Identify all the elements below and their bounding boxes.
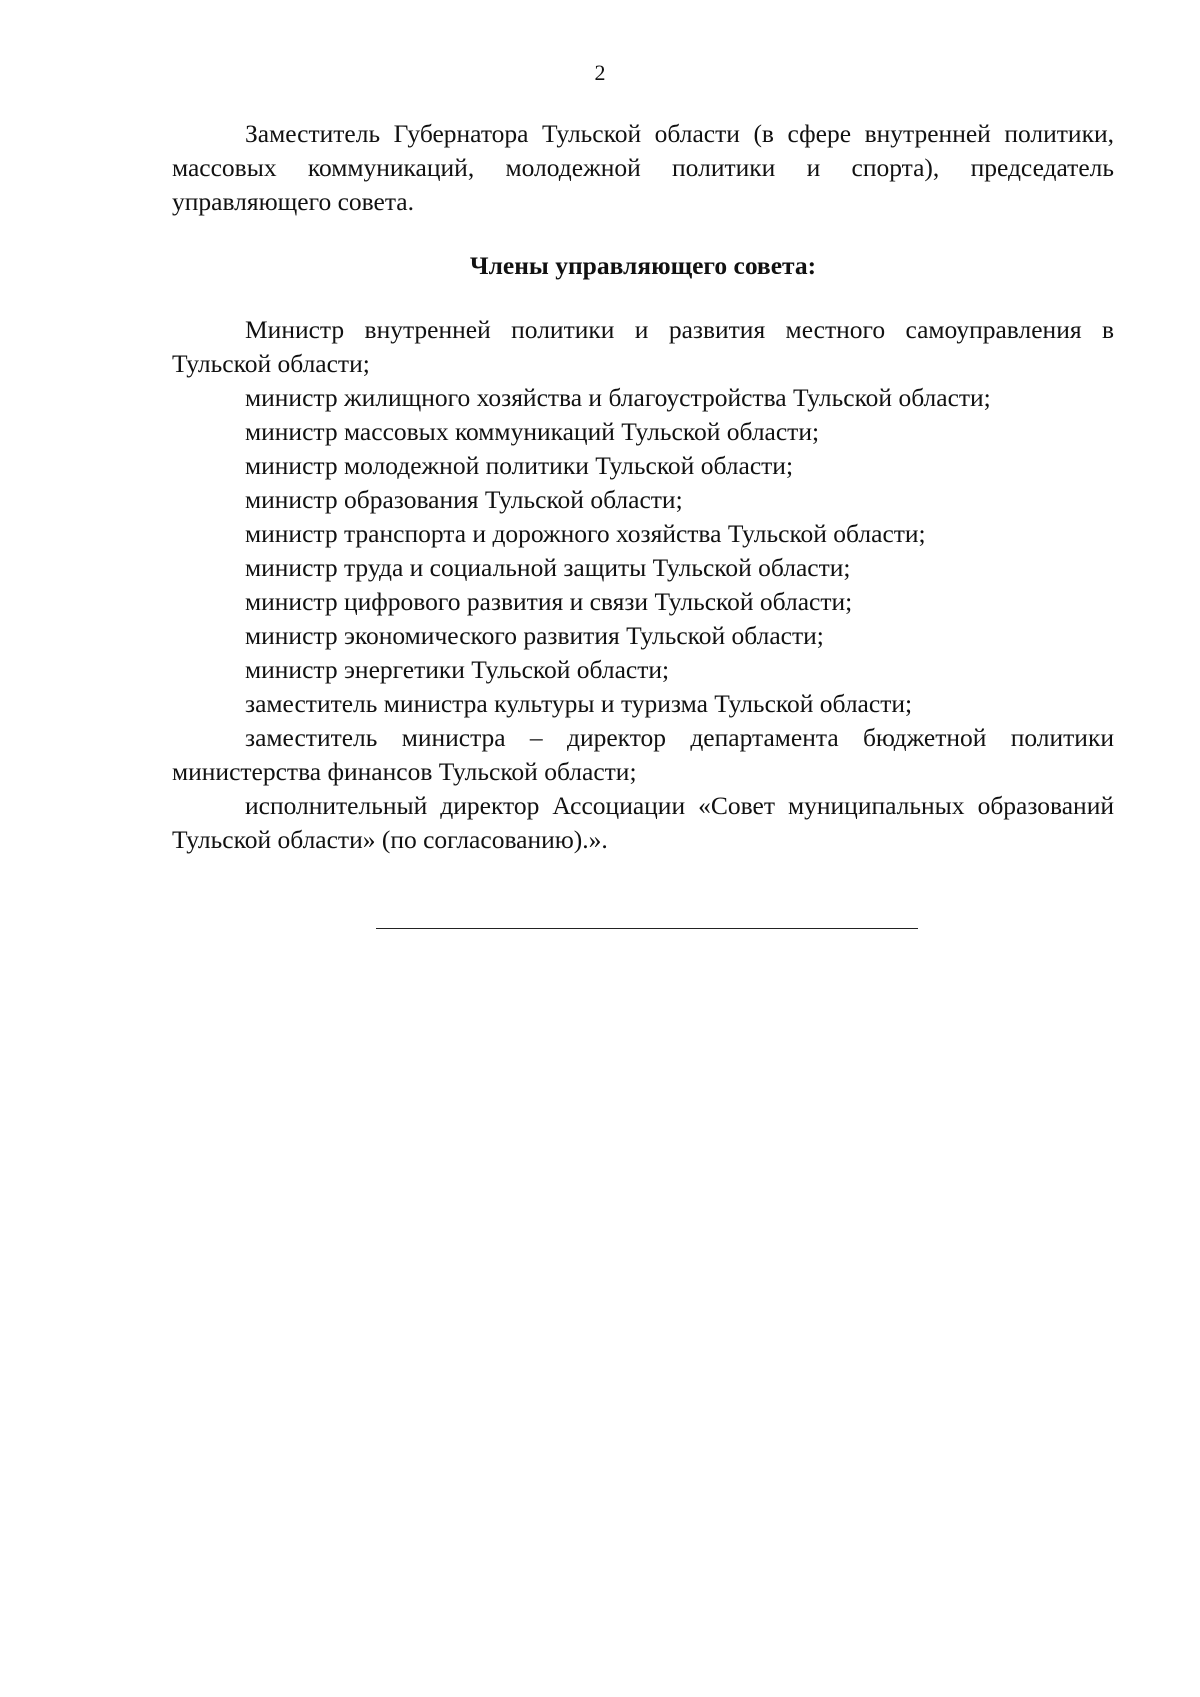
closing-divider-line <box>376 928 918 929</box>
member-item: министр массовых коммуникаций Тульской области; <box>245 417 820 446</box>
members-heading: Члены управляющего совета: <box>469 251 817 280</box>
member-item: заместитель министра культуры и туризма Тульской области; <box>245 689 913 718</box>
member-item: министр труда и социальной защиты Тульской области; <box>245 553 851 582</box>
document-body <box>172 117 1114 857</box>
member-item: министр жилищного хозяйства и благоустройства Тульской области; <box>245 383 991 412</box>
member-item: министр цифрового развития и связи Тульской области; <box>245 587 853 616</box>
intro-paragraph: Заместитель Губернатора Тульской области (в сфере внутренней политики, массовых коммуникаций, молодежной политики и спорта), председатель управляющего совета. <box>172 119 1114 216</box>
page-number: 2 <box>594 60 606 85</box>
member-item: заместитель министра – директор департамента бюджетной политики министерства финансов Тульской области; <box>172 723 1114 786</box>
member-item: министр транспорта и дорожного хозяйства Тульской области; <box>245 519 926 548</box>
members-list <box>172 313 1114 857</box>
member-item: министр экономического развития Тульской области; <box>245 621 824 650</box>
member-item: министр энергетики Тульской области; <box>245 655 670 684</box>
member-item: Министр внутренней политики и развития местного самоуправления в Тульской области; <box>172 315 1114 378</box>
member-item: министр образования Тульской области; <box>245 485 683 514</box>
member-item: министр молодежной политики Тульской области; <box>245 451 794 480</box>
member-item: исполнительный директор Ассоциации «Совет муниципальных образований Тульской области» (по согласованию).». <box>172 791 1114 854</box>
